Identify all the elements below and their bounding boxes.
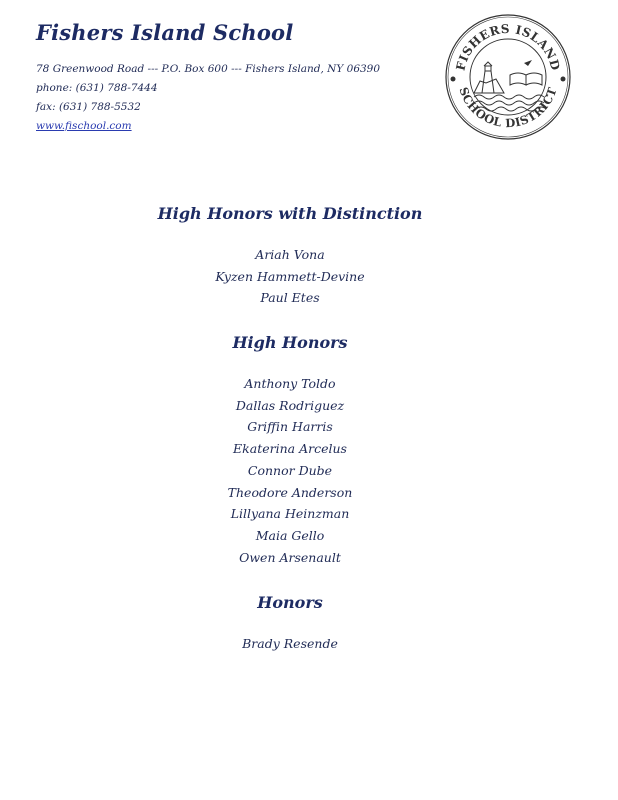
school-seal-icon [444,13,572,141]
seal-book-icon [510,73,542,85]
section-heading: High Honors [232,333,348,352]
seal-lighthouse-icon [474,62,504,93]
list-item: Anthony Toldo [244,376,336,391]
phone: phone: (631) 788-7444 [36,82,158,94]
list-item: Ekaterina Arcelus [233,441,347,457]
seal-flower-icon [451,77,456,82]
website-link[interactable]: www.fischool.com [36,120,132,132]
seal-flower-icon [561,77,566,82]
svg-text:FISHERS ISLAND [453,22,562,72]
section-honors [0,593,580,655]
section-heading: Honors [257,593,323,612]
address: 78 Greenwood Road --- P.O. Box 600 --- Fishers Island, NY 06390 [36,63,381,75]
section-high-honors-distinction [0,204,580,309]
list-item: Lillyana Heinzman [230,506,350,522]
section-heading: High Honors with Distinction [157,204,423,223]
list-item: Theodore Anderson [227,484,353,500]
list-item: Kyzen Hammett-Devine [215,268,365,284]
list-item: Dallas Rodriguez [235,397,345,413]
list-item: Paul Etes [260,290,320,306]
list-item: Maia Gello [255,527,325,543]
seal-text-bottom: SCHOOL DISTRICT [456,85,560,131]
seal-bird-icon [524,60,532,66]
list-item: Brady Resende [242,636,338,651]
list-item: Ariah Vona [255,247,325,262]
contact-block [36,60,380,136]
list-item: Griffin Harris [247,419,333,435]
fax: fax: (631) 788-5532 [36,101,141,113]
list-item: Owen Arsenault [239,549,341,565]
list-item: Connor Dube [247,462,333,478]
section-high-honors [0,333,580,568]
school-name: Fishers Island School [36,20,294,45]
seal-text-top: FISHERS ISLAND [453,21,563,73]
